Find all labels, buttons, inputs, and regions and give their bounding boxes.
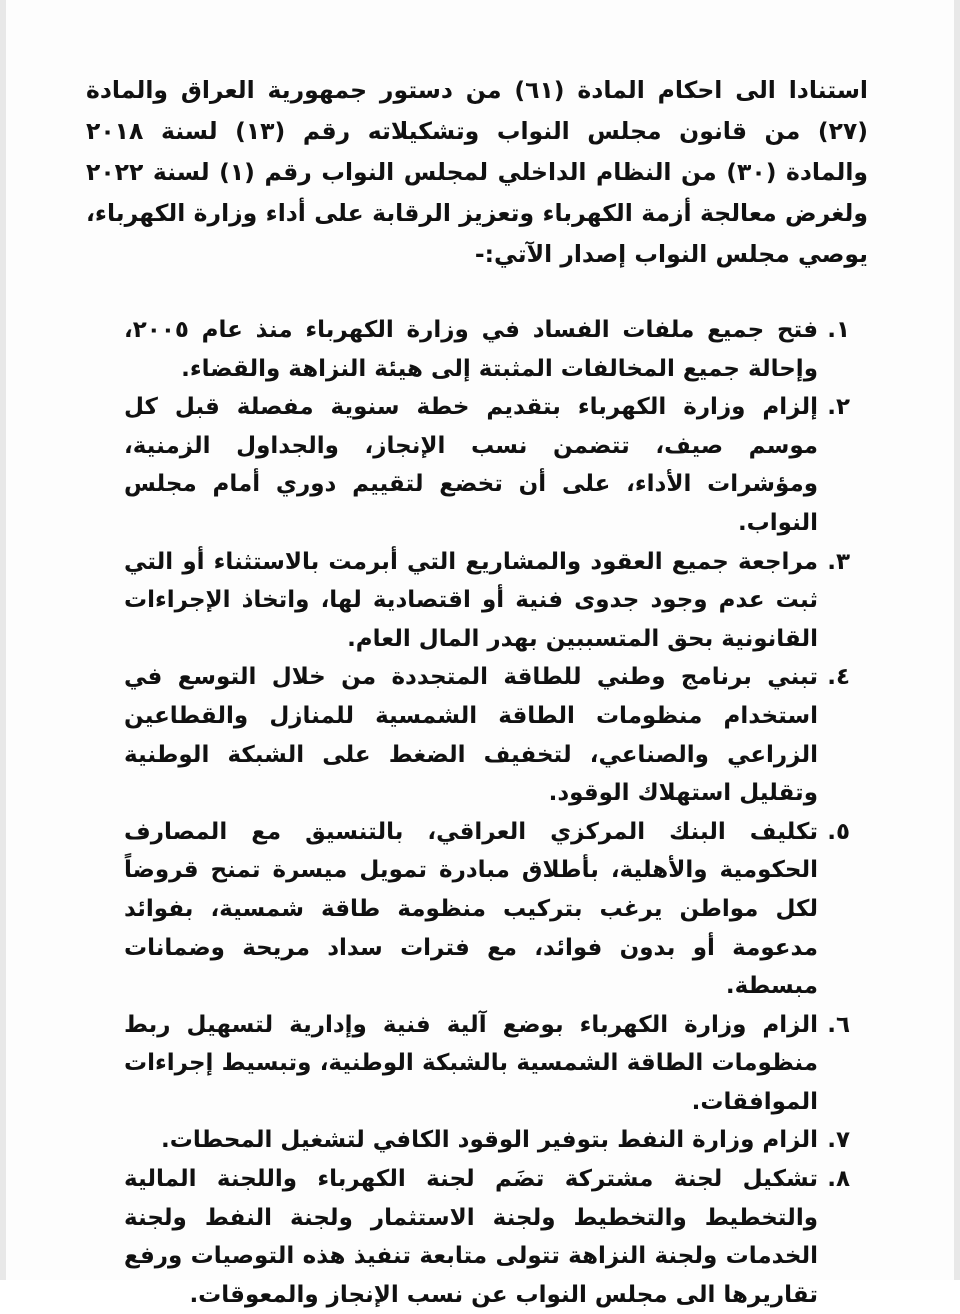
- recommendation-item-1: [124, 311, 850, 388]
- recommendation-number: ٨.: [827, 1166, 850, 1193]
- preamble-paragraph: استنادا الى احكام المادة (٦١) من دستور جمهورية العراق والمادة (٢٧) من قانون مجلس النواب وتشكيلاته رقم (١٣) لسنة ٢٠١٨ والمادة (٣٠) من النظام الداخلي لمجلس النواب رقم (١) لسنة ٢٠٢٢ ولغرض معالجة أزمة الكهرباء وتعزيز الرقابة على أداء وزارة الكهرباء، يوصي مجلس النواب إصدار الآتي:-: [86, 76, 868, 268]
- recommendation-text: الزام وزارة الكهرباء بوضع آلية فنية وإدارية لتسهيل ربط منظومات الطاقة الشمسية بالشبكة الوطنية، وتبسيط إجراءات الموافقات.: [124, 1011, 818, 1115]
- recommendation-item-8: [124, 1160, 850, 1314]
- recommendation-text: الزام وزارة النفط بتوفير الوقود الكافي لتشغيل المحطات.: [161, 1127, 818, 1154]
- recommendation-text: تكليف البنك المركزي العراقي، بالتنسيق مع المصارف الحكومية والأهلية، بأطلاق مبادرة تمويل ميسرة تمنح قروضاً لكل مواطن يرغب بتركيب منظومة طاقة شمسية، بفوائد مدعومة أو بدون فوائد، مع فترات سداد مريحة وضمانات مبسطة.: [124, 818, 818, 1000]
- recommendation-number: ٥.: [827, 818, 850, 845]
- recommendation-text: إلزام وزارة الكهرباء بتقديم خطة سنوية مفصلة قبل كل موسم صيف، تتضمن نسب الإنجاز، والجداول الزمنية، ومؤشرات الأداء، على أن تخضع لتقييم دوري أمام مجلس النواب.: [124, 394, 818, 536]
- recommendation-item-4: [124, 658, 850, 812]
- recommendation-item-2: [124, 388, 850, 542]
- recommendation-number: ٢.: [827, 394, 850, 421]
- recommendation-number: ١.: [827, 317, 850, 343]
- recommendation-number: ٧.: [827, 1127, 850, 1154]
- recommendation-text: تبني برنامج وطني للطاقة المتجددة من خلال التوسع في استخدام منظومات الطاقة الشمسية للمنازل والقطاعين الزراعي والصناعي، لتخفيف الضغط على الشبكة الوطنية وتقليل استهلاك الوقود.: [124, 664, 818, 807]
- recommendations-list: [124, 311, 850, 1314]
- recommendation-text: تشكيل لجنة مشتركة تضَم لجنة الكهرباء واللجنة المالية والتخطيط والتخطيط ولجنة الاستثمار ولجنة النفط ولجنة الخدمات ولجنة النزاهة تتولى متابعة تنفيذ هذه التوصيات ورفع تقاريرها الى مجلس النواب عن نسب الإنجاز والمعوقات.: [124, 1166, 818, 1308]
- recommendation-text: مراجعة جميع العقود والمشاريع التي أبرمت بالاستثناء أو التي ثبت عدم وجود جدوى فنية أو اقتصادية لها، واتخاذ الإجراءات القانونية بحق المتسببين بهدر المال العام.: [124, 548, 818, 652]
- recommendation-item-6: [124, 1006, 850, 1122]
- recommendation-text: فتح جميع ملفات الفساد في وزارة الكهرباء منذ عام ٢٠٠٥، وإحالة جميع المخالفات المثبتة إلى هيئة النزاهة والقضاء.: [124, 317, 818, 382]
- recommendation-number: ٤.: [827, 664, 850, 691]
- recommendation-number: ٣.: [827, 548, 850, 575]
- recommendation-item-5: [124, 813, 850, 1006]
- recommendation-number: ٦.: [827, 1011, 850, 1038]
- recommendation-item-3: [124, 543, 850, 659]
- recommendation-item-7: [124, 1121, 850, 1160]
